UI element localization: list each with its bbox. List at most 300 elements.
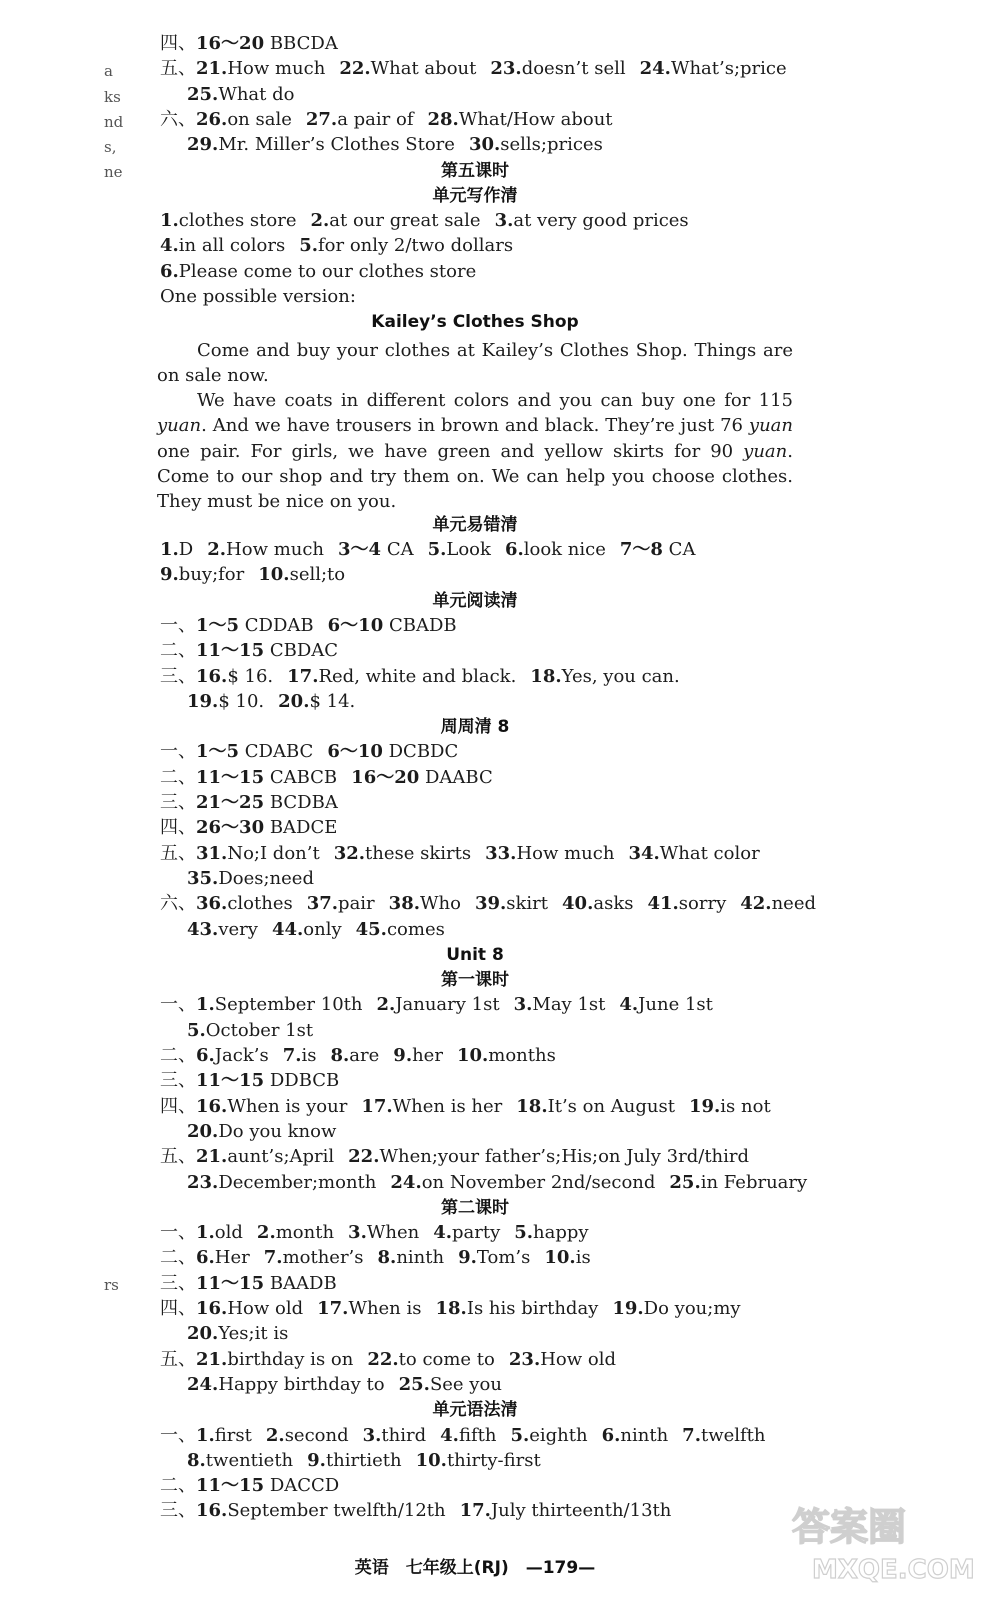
question-group-label: 一、 [160,994,196,1016]
question-number: 2. [256,1222,276,1244]
question-number: 3. [362,1424,382,1446]
question-number: 11～15 [196,766,265,788]
question-number: 1. [196,1424,215,1446]
question-number: 5. [514,1222,534,1244]
question-number: 29. [187,134,219,156]
margin-text-fragment: ks [104,88,121,106]
answer-text: doesn’t sell [521,58,626,80]
answer-line [160,665,694,689]
question-number: 21. [196,58,228,80]
question-number: 31. [196,842,228,864]
section-heading: 单元语法清 [432,1400,518,1421]
answer-line [160,285,370,309]
answer-item [485,843,614,864]
question-number: 5. [299,235,318,257]
answer-text: old [214,1222,243,1244]
answer-line [160,1348,630,1372]
answer-text: May 1st [532,994,606,1016]
question-number: 26～30 [196,817,265,839]
question-group-label: 一、 [160,1222,196,1244]
answer-item [196,1045,269,1066]
answer-text: sorry [678,893,727,915]
answer-line [160,108,627,132]
answer-line [160,1272,351,1296]
answer-item [187,919,258,940]
answer-line [160,639,352,663]
answer-text: ninth [396,1247,445,1269]
answer-text: look nice [523,539,606,560]
answer-text: very [218,918,258,940]
section-heading: 第一课时 [441,970,509,991]
answer-text: What about [370,58,477,80]
answer-line [160,993,727,1017]
question-number: 24. [187,1373,219,1395]
answer-text: December;month [218,1171,377,1193]
question-group-label: 四、 [160,33,196,54]
question-number: 7～8 [619,539,663,560]
question-group-label: 五、 [160,842,196,864]
question-number: 24. [390,1171,422,1193]
question-number: 2. [310,210,330,232]
question-number: 41. [647,893,679,915]
answer-text: Red, white and black. [318,665,517,687]
question-number: 17. [361,1095,393,1117]
answer-item [361,1096,502,1117]
question-group-label: 二、 [160,1045,196,1066]
answer-item [377,994,500,1015]
question-number: 4. [160,235,179,257]
answer-line [187,133,617,157]
question-number: 6. [160,260,179,282]
answer-item [389,893,461,914]
answer-item [196,1096,347,1117]
answer-line [187,1171,821,1195]
question-number: 5. [187,1019,206,1041]
question-number: 11～15 [196,640,265,662]
answer-line [160,1145,763,1169]
answer-item [287,666,516,687]
answer-text: sell;to [289,564,346,586]
answer-text: thirty-first [446,1449,541,1471]
answer-item [490,58,625,79]
answer-text: September twelfth/12th [227,1500,446,1522]
answer-text: How much [516,842,615,864]
answer-item [562,893,633,914]
answer-text: July thirteenth/13th [490,1500,672,1522]
answer-text: asks [593,893,634,915]
answer-text: When is your [227,1095,348,1117]
answer-line [160,892,830,916]
answer-text: DAABC [419,766,493,788]
answer-item [187,1121,336,1142]
answer-item [436,1298,599,1319]
question-number: 7. [282,1045,302,1066]
answer-text: Jack’s [214,1045,269,1066]
answer-text: thirtieth [325,1449,402,1471]
answer-text: When is [348,1298,422,1319]
question-number: 17. [287,665,319,687]
answer-item [187,84,294,105]
answer-item [196,1273,337,1294]
answer-item [196,1349,353,1370]
question-number: 22. [348,1146,380,1168]
answer-text: twelfth [700,1424,766,1446]
question-number: 8. [330,1045,350,1066]
answer-text: It’s on August [547,1095,675,1117]
question-number: 16. [196,1298,228,1319]
answer-item [428,539,491,560]
question-number: 9. [458,1247,477,1269]
answer-line [187,867,328,891]
essay-text: yuan [157,415,202,437]
question-number: 11～15 [196,1475,265,1497]
answer-item [278,691,355,712]
answer-item [544,1247,590,1268]
answer-text: Please come to our clothes store [178,260,477,282]
answer-text: eighth [529,1424,588,1446]
answer-line [187,1019,327,1043]
answer-text: is [301,1045,317,1066]
answer-text: pair [338,893,375,915]
svg-text:答案圈: 答案圈 [792,1505,907,1549]
question-number: 9. [393,1045,413,1066]
answer-item [640,58,787,79]
answer-text: Does;need [218,867,314,889]
question-group-label: 六、 [160,893,196,915]
answer-item [264,1247,364,1268]
margin-text-fragment: ne [104,163,123,181]
answer-item [258,564,345,585]
question-number: 20. [187,1323,219,1345]
answer-text: What’s;price [670,58,787,80]
answer-text: ninth [620,1424,669,1446]
answer-item [306,109,414,130]
question-group-label: 五、 [160,1348,196,1370]
answer-text: clothes store [178,210,297,232]
essay-text: Come and buy your clothes at Kailey’s Clothes Shop. Things are on sale now. [157,339,793,386]
question-number: 35. [187,867,219,889]
answer-text: $ 14. [309,690,356,712]
question-number: 18. [530,665,562,687]
answer-line [160,1499,685,1523]
answer-text: party [451,1222,501,1244]
question-group-label: 三、 [160,1272,196,1294]
question-number: 42. [740,893,772,915]
answer-item [514,994,606,1015]
answer-item [196,1298,303,1319]
answer-text: January 1st [395,994,500,1016]
answer-item [356,919,445,940]
answer-text: birthday is on [227,1348,354,1370]
answer-item [348,1146,749,1167]
answer-text: How much [227,58,326,80]
question-number: 2. [207,539,227,560]
question-number: 38. [388,893,420,915]
question-group-label: 三、 [160,792,196,813]
question-number: 4. [440,1424,459,1446]
answer-item [187,1450,293,1471]
answer-item [196,109,292,130]
answer-text: Her [214,1247,250,1269]
answer-item [196,741,313,762]
question-group-label: 三、 [160,1500,196,1522]
question-number: 23. [490,58,522,80]
answer-item [187,868,314,889]
question-number: 6. [196,1247,215,1269]
essay-text: yuan [748,415,793,437]
answer-text: only [303,918,342,940]
question-number: 18. [435,1298,467,1319]
watermark-logo [782,1490,982,1590]
question-group-label: 一、 [160,614,196,636]
answer-text: BAADB [264,1272,337,1294]
answer-item [457,1045,556,1066]
answer-item [196,33,338,54]
answer-item [433,1222,500,1243]
answer-text: on November 2nd/second [421,1171,656,1193]
answer-item [187,1323,288,1344]
question-number: 32. [333,842,366,864]
question-number: 1～5 [196,614,240,636]
answer-text: at our great sale [329,210,481,232]
answer-item [440,1425,496,1446]
question-number: 16～20 [351,766,420,788]
question-number: 1. [196,994,215,1016]
answer-item [495,210,689,231]
question-number: 2. [265,1424,285,1446]
question-number: 45. [355,918,387,940]
answer-item [682,1425,765,1446]
answer-line [160,842,774,866]
answer-item [647,893,726,914]
question-number: 6～10 [327,741,383,763]
answer-text: skirt [506,893,549,915]
sample-essay [157,338,793,515]
answer-item [196,666,273,687]
answer-item [460,1500,672,1521]
answer-text: these skirts [365,842,472,864]
answer-text: Mr. Miller’s Clothes Store [218,134,455,156]
question-group-label: 四、 [160,1095,196,1117]
question-number: 25. [669,1171,701,1193]
margin-text-fragment: s, [104,138,117,156]
answer-item [196,767,337,788]
answer-text: October 1st [205,1019,314,1041]
answer-text: in February [700,1171,808,1193]
question-number: 10. [415,1449,447,1471]
answer-text: DDBCB [264,1070,340,1092]
answer-item [331,1045,380,1066]
answer-item [469,134,603,155]
answer-text: is not [720,1095,771,1117]
answer-text: need [771,893,816,915]
question-number: 16. [196,1500,228,1522]
question-number: 19. [612,1298,644,1319]
answer-item [505,539,606,560]
answer-text: BBCDA [264,33,338,54]
question-number: 3. [348,1222,367,1244]
section-heading: 第二课时 [441,1197,509,1218]
question-group-label: 三、 [160,1070,196,1092]
answer-item [399,1374,502,1395]
answer-text: fifth [458,1424,497,1446]
question-number: 22. [367,1348,399,1370]
essay-paragraph [157,338,793,389]
answer-item [458,1247,530,1268]
answer-item [669,1172,807,1193]
answer-item [283,1045,317,1066]
answer-text: $ 10. [218,690,265,712]
question-number: 24. [639,58,671,80]
question-number: 36. [196,893,228,915]
essay-text: We have coats in different colors and you can buy one for 115 [197,390,793,412]
answer-text: Who [420,893,461,915]
answer-text: CBDAC [264,640,339,662]
answer-text: second [284,1424,349,1446]
question-group-label: 五、 [160,1146,196,1168]
answer-text: clothes [227,893,293,915]
answer-line [160,260,490,284]
question-number: 7. [682,1424,701,1446]
answer-item [327,741,458,762]
question-number: 8. [377,1247,397,1269]
answer-item [187,1374,385,1395]
question-number: 21. [196,1348,228,1370]
answer-item [160,261,476,282]
question-number: 10. [544,1247,576,1269]
answer-item [299,235,513,256]
answer-line [160,1297,755,1321]
question-number: 1. [160,539,179,560]
answer-item [367,1349,495,1370]
question-number: 6～10 [327,614,384,636]
answer-text: buy;for [178,564,245,586]
answer-line [160,563,359,587]
answer-line [160,1044,570,1068]
question-number: 10. [456,1045,489,1066]
answer-text: Do you know [218,1120,337,1142]
question-number: 9. [160,564,179,586]
answer-text: June 1st [638,994,713,1016]
answer-item [348,1222,419,1243]
question-number: 19. [187,690,219,712]
answer-line [160,209,703,233]
answer-item [196,817,337,838]
answer-text: to come to [398,1348,495,1370]
question-number: 16. [196,1095,228,1117]
answer-text: a pair of [337,108,414,130]
answer-item [196,1425,252,1446]
answer-line [160,766,507,790]
essay-text: one pair. For girls, we have green and yellow skirts for 90 [157,440,744,462]
question-number: 5. [427,539,447,560]
answer-text: Yes, you can. [561,665,680,687]
answer-item [509,1349,616,1370]
answer-text: sells;prices [500,134,603,156]
question-number: 19. [688,1095,721,1117]
answer-text: in all colors [178,235,286,257]
answer-text: Yes;it is [218,1323,289,1345]
answer-item [160,286,356,307]
answer-text: When is her [392,1095,503,1117]
answer-item [416,1450,541,1471]
question-number: 20. [278,690,310,712]
question-number: 4. [433,1222,452,1244]
answer-text: happy [533,1222,589,1244]
answer-line [160,1069,353,1093]
answer-text: CABCB [264,766,338,788]
answer-item [196,640,338,661]
question-number: 34. [628,842,660,864]
answer-item [628,843,759,864]
answer-item [257,1222,334,1243]
answer-item [187,1172,376,1193]
answer-line [160,1424,780,1448]
question-number: 16. [196,665,228,687]
answer-text: DCBDC [382,741,459,763]
answer-text: her [412,1045,443,1066]
answer-text: What/How about [458,108,613,130]
answer-text: Tom’s [476,1247,531,1269]
answer-text: CA [381,539,414,560]
question-number: 17. [459,1500,491,1522]
answer-text: month [275,1222,335,1244]
section-heading: 单元易错清 [432,514,518,535]
margin-text-fragment: a [104,62,113,80]
question-number: 10. [258,564,290,586]
answer-item [307,1450,401,1471]
question-number: 17. [317,1298,349,1319]
question-group-label: 六、 [160,108,196,130]
question-number: 6. [504,539,524,560]
question-number: 22. [339,58,371,80]
answer-text: DACCD [264,1475,340,1497]
answer-item [196,893,293,914]
section-heading: Unit 8 [446,944,504,965]
answer-text: at very good prices [513,210,689,232]
page-footer: 英语 七年级上(RJ) —179— [354,1558,596,1578]
question-number: 6. [601,1424,621,1446]
answer-text: Look [446,539,491,560]
answer-text: When;your father’s;His;on July 3rd/third [379,1146,750,1168]
answer-line [187,1449,555,1473]
answer-item [196,1475,339,1496]
question-number: 6. [196,1045,215,1066]
answer-item [187,1020,313,1041]
answer-item [196,994,363,1015]
answer-item [363,1425,427,1446]
answer-text: D [178,539,194,560]
answer-item [317,1298,421,1319]
answer-text: When [366,1222,420,1244]
answer-item [338,539,414,560]
answer-text: on sale [227,108,292,130]
question-number: 28. [427,108,459,130]
question-number: 16～20 [196,33,265,54]
question-number: 37. [306,893,339,915]
question-group-label: 二、 [160,1475,196,1497]
essay-text: . Come to our shop and try them on. We can help you choose clothes. They must be nice on you. [157,440,793,513]
answer-item [328,615,457,636]
answer-line [187,1322,302,1346]
question-number: 23. [508,1348,541,1370]
answer-line [160,1246,605,1270]
answer-text: $ 16. [227,665,274,687]
answer-text: CA [662,539,696,560]
margin-text-fragment: nd [104,113,124,131]
answer-item [427,109,612,130]
answer-line [160,1474,353,1498]
